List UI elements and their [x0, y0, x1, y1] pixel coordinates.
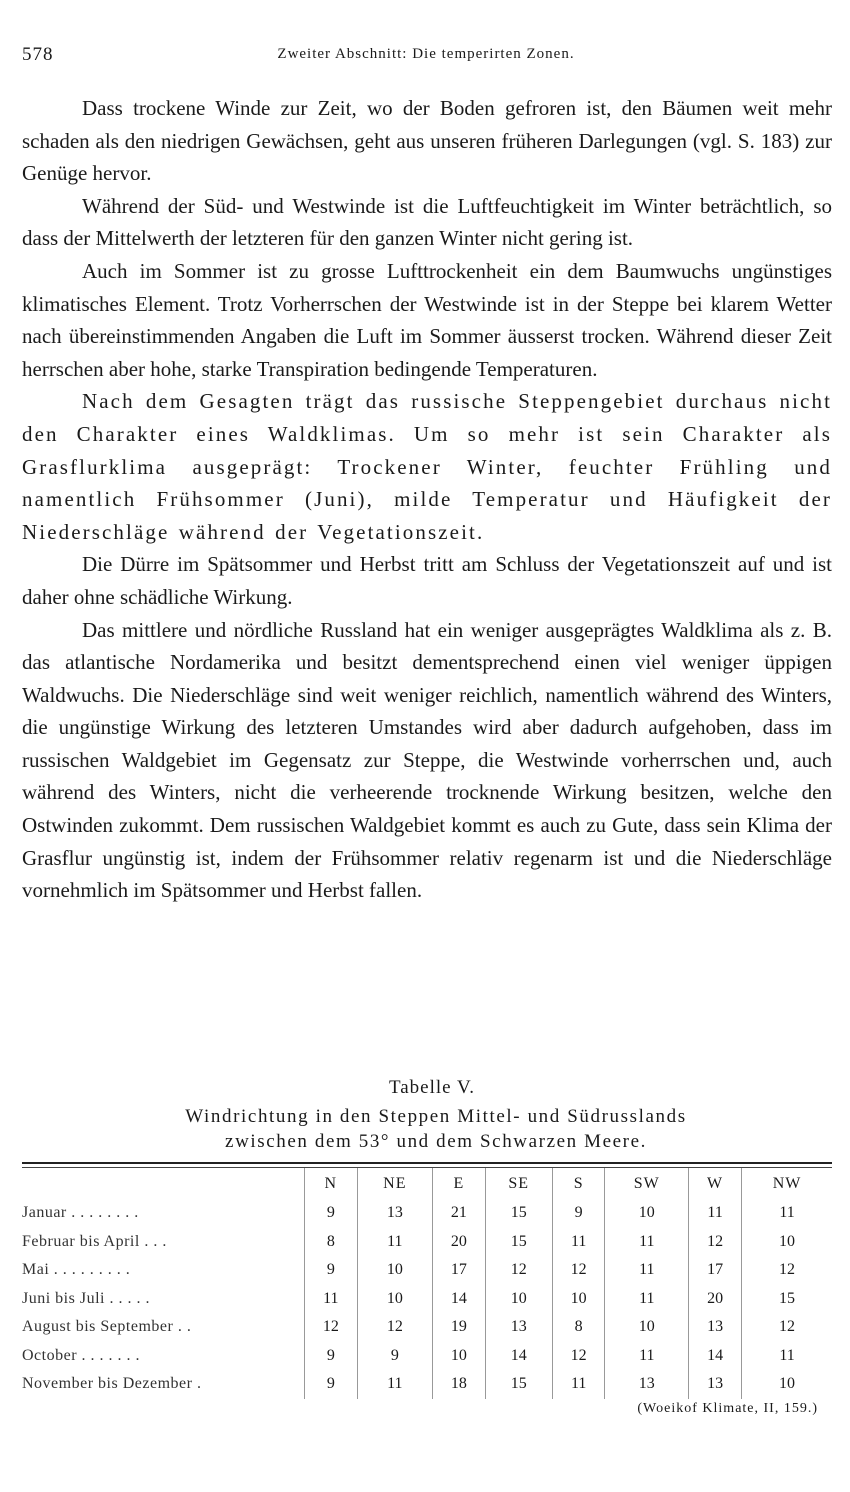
table-row [22, 1228, 832, 1257]
page-number: 578 [22, 44, 54, 65]
table-row [22, 1370, 832, 1399]
table-cell: 10 [742, 1228, 832, 1257]
body-text [22, 92, 832, 907]
table-cell: 13 [689, 1313, 742, 1342]
table-caption-line: Windrichtung in den Steppen Mittel- und Südrusslands [185, 1106, 687, 1127]
table-cell: 10 [357, 1285, 432, 1314]
column-header: SE [485, 1168, 552, 1199]
table-cell: 11 [605, 1285, 689, 1314]
table-cell: 11 [689, 1199, 742, 1228]
column-header: W [689, 1168, 742, 1199]
row-label: Juni bis Juli . . . . . [22, 1289, 150, 1307]
table-caption [40, 1104, 832, 1154]
table-cell: 15 [485, 1228, 552, 1257]
paragraph: Die Dürre im Spätsommer und Herbst tritt am Schluss der Vegetationszeit auf und ist daher ohne schädliche Wirkung. [22, 552, 832, 609]
table-cell: 15 [742, 1285, 832, 1314]
table-cell: 19 [433, 1313, 486, 1342]
table-cell: 17 [689, 1256, 742, 1285]
table-cell: 10 [605, 1313, 689, 1342]
table-row [22, 1199, 832, 1228]
table-cell: 10 [433, 1342, 486, 1371]
column-header: N [305, 1168, 358, 1199]
table-row [22, 1285, 832, 1314]
table-cell: 11 [357, 1370, 432, 1399]
table-caption-line: zwischen dem 53° und dem Schwarzen Meere. [225, 1131, 647, 1152]
row-label: November bis Dezember . [22, 1375, 202, 1393]
table-cell: 8 [552, 1313, 605, 1342]
table-cell: 9 [305, 1256, 358, 1285]
table-cell: 13 [605, 1370, 689, 1399]
table-cell: 17 [433, 1256, 486, 1285]
column-header: E [433, 1168, 486, 1199]
row-label: August bis September . . [22, 1318, 192, 1336]
table-cell: 13 [485, 1313, 552, 1342]
table-cell: 10 [357, 1256, 432, 1285]
table-cell: 9 [357, 1342, 432, 1371]
table-cell: 13 [357, 1199, 432, 1228]
table-cell: 20 [433, 1228, 486, 1257]
table-cell: 11 [605, 1342, 689, 1371]
table-cell: 14 [433, 1285, 486, 1314]
table-cell: 9 [552, 1199, 605, 1228]
row-label: Februar bis April . . . [22, 1232, 167, 1250]
table-source: (Woeikof Klimate, II, 159.) [637, 1400, 818, 1416]
table-top-rule [22, 1162, 832, 1164]
table-title: Tabelle V. [388, 1077, 476, 1098]
table-cell: 12 [305, 1313, 358, 1342]
paragraph: Das mittlere und nördliche Russland hat ein weniger ausgeprägtes Waldklima als z. B. das atlantische Nordamerika und besitzt dementsprechend einen viel weniger üppigen Waldwuchs. Die Niederschläge sind weit weniger reichlich, namentlich während des Winters, die ungünstige Wirkung des letzteren Umstandes wird aber dadurch aufgehoben, dass im russischen Waldgebiet im Gegensatz zur Steppe, die Westwinde vorherrschen und, auch während des Winters, nicht die verheerende trocknende Wirkung besitzen, welche den Ostwinden zukommt. Dem russischen Waldgebiet kommt es auch zu Gute, dass sein Klima der Grasflur ungünstig ist, indem der Frühsommer relativ regenarm ist und die Niederschläge vornehmlich im Spätsommer und Herbst fallen. [22, 617, 832, 903]
table-cell: 9 [305, 1199, 358, 1228]
table-header-row [22, 1168, 832, 1199]
paragraph: Dass trockene Winde zur Zeit, wo der Boden gefroren ist, den Bäumen weit mehr schaden als den niedrigen Gewächsen, geht aus unseren früheren Darlegungen (vgl. S. 183) zur Genüge hervor. [22, 96, 832, 186]
table-cell: 15 [485, 1370, 552, 1399]
table-cell: 13 [689, 1370, 742, 1399]
paragraph: Auch im Sommer ist zu grosse Lufttrockenheit ein dem Baumwuchs ungünstiges klimatisches Element. Trotz Vorherrschen der Westwinde ist in der Steppe bei klarem Wetter nach übereinstimmenden Angaben die Luft im Sommer äusserst trocken. Während dieser Zeit herrschen aber hohe, starke Transpiration bedingende Temperaturen. [22, 258, 832, 381]
table-cell: 10 [742, 1370, 832, 1399]
table-cell: 12 [742, 1256, 832, 1285]
table-cell: 9 [305, 1370, 358, 1399]
table-cell: 12 [689, 1228, 742, 1257]
table-cell: 11 [305, 1285, 358, 1314]
column-header: S [552, 1168, 605, 1199]
row-label: Januar . . . . . . . . [22, 1204, 139, 1222]
table-cell: 11 [552, 1370, 605, 1399]
column-header: SW [605, 1168, 689, 1199]
table-cell: 11 [605, 1256, 689, 1285]
page-header [22, 44, 830, 74]
table-row [22, 1313, 832, 1342]
table-cell: 10 [485, 1285, 552, 1314]
table-cell: 11 [357, 1228, 432, 1257]
table-cell: 14 [689, 1342, 742, 1371]
row-label: October . . . . . . . [22, 1346, 141, 1364]
running-title: Zweiter Abschnitt: Die temperirten Zonen. [277, 46, 575, 62]
table-cell: 11 [605, 1228, 689, 1257]
table-cell: 12 [485, 1256, 552, 1285]
header-label-cell [22, 1168, 305, 1199]
row-label: Mai . . . . . . . . . [22, 1261, 131, 1279]
table-row [22, 1342, 832, 1371]
column-header: NE [357, 1168, 432, 1199]
table-cell: 12 [742, 1313, 832, 1342]
paragraph: Nach dem Gesagten trägt das russische Steppengebiet durchaus nicht den Charakter eines Waldklimas. Um so mehr ist sein Charakter als Grasflurklima ausgeprägt: Trockener Winter, feuchter Frühling und namentlich Frühsommer (Juni), milde Temperatur und Häufigkeit der Niederschläge während der Vegetationszeit. [22, 389, 832, 544]
table-cell: 8 [305, 1228, 358, 1257]
wind-direction-table [22, 1168, 832, 1399]
table-row [22, 1256, 832, 1285]
table-cell: 11 [742, 1342, 832, 1371]
table-cell: 10 [552, 1285, 605, 1314]
table-cell: 20 [689, 1285, 742, 1314]
table-cell: 21 [433, 1199, 486, 1228]
paragraph: Während der Süd- und Westwinde ist die Luftfeuchtigkeit im Winter beträchtlich, so dass der Mittelwerth der letzteren für den ganzen Winter nicht gering ist. [22, 193, 832, 251]
table-cell: 12 [552, 1342, 605, 1371]
column-header: NW [742, 1168, 832, 1199]
table-cell: 18 [433, 1370, 486, 1399]
table-cell: 15 [485, 1199, 552, 1228]
table-cell: 12 [552, 1256, 605, 1285]
table-body [22, 1199, 832, 1399]
table-cell: 11 [552, 1228, 605, 1257]
table-cell: 10 [605, 1199, 689, 1228]
table-cell: 9 [305, 1342, 358, 1371]
table-cell: 11 [742, 1199, 832, 1228]
table-section [22, 1076, 832, 1417]
table-cell: 12 [357, 1313, 432, 1342]
table-cell: 14 [485, 1342, 552, 1371]
